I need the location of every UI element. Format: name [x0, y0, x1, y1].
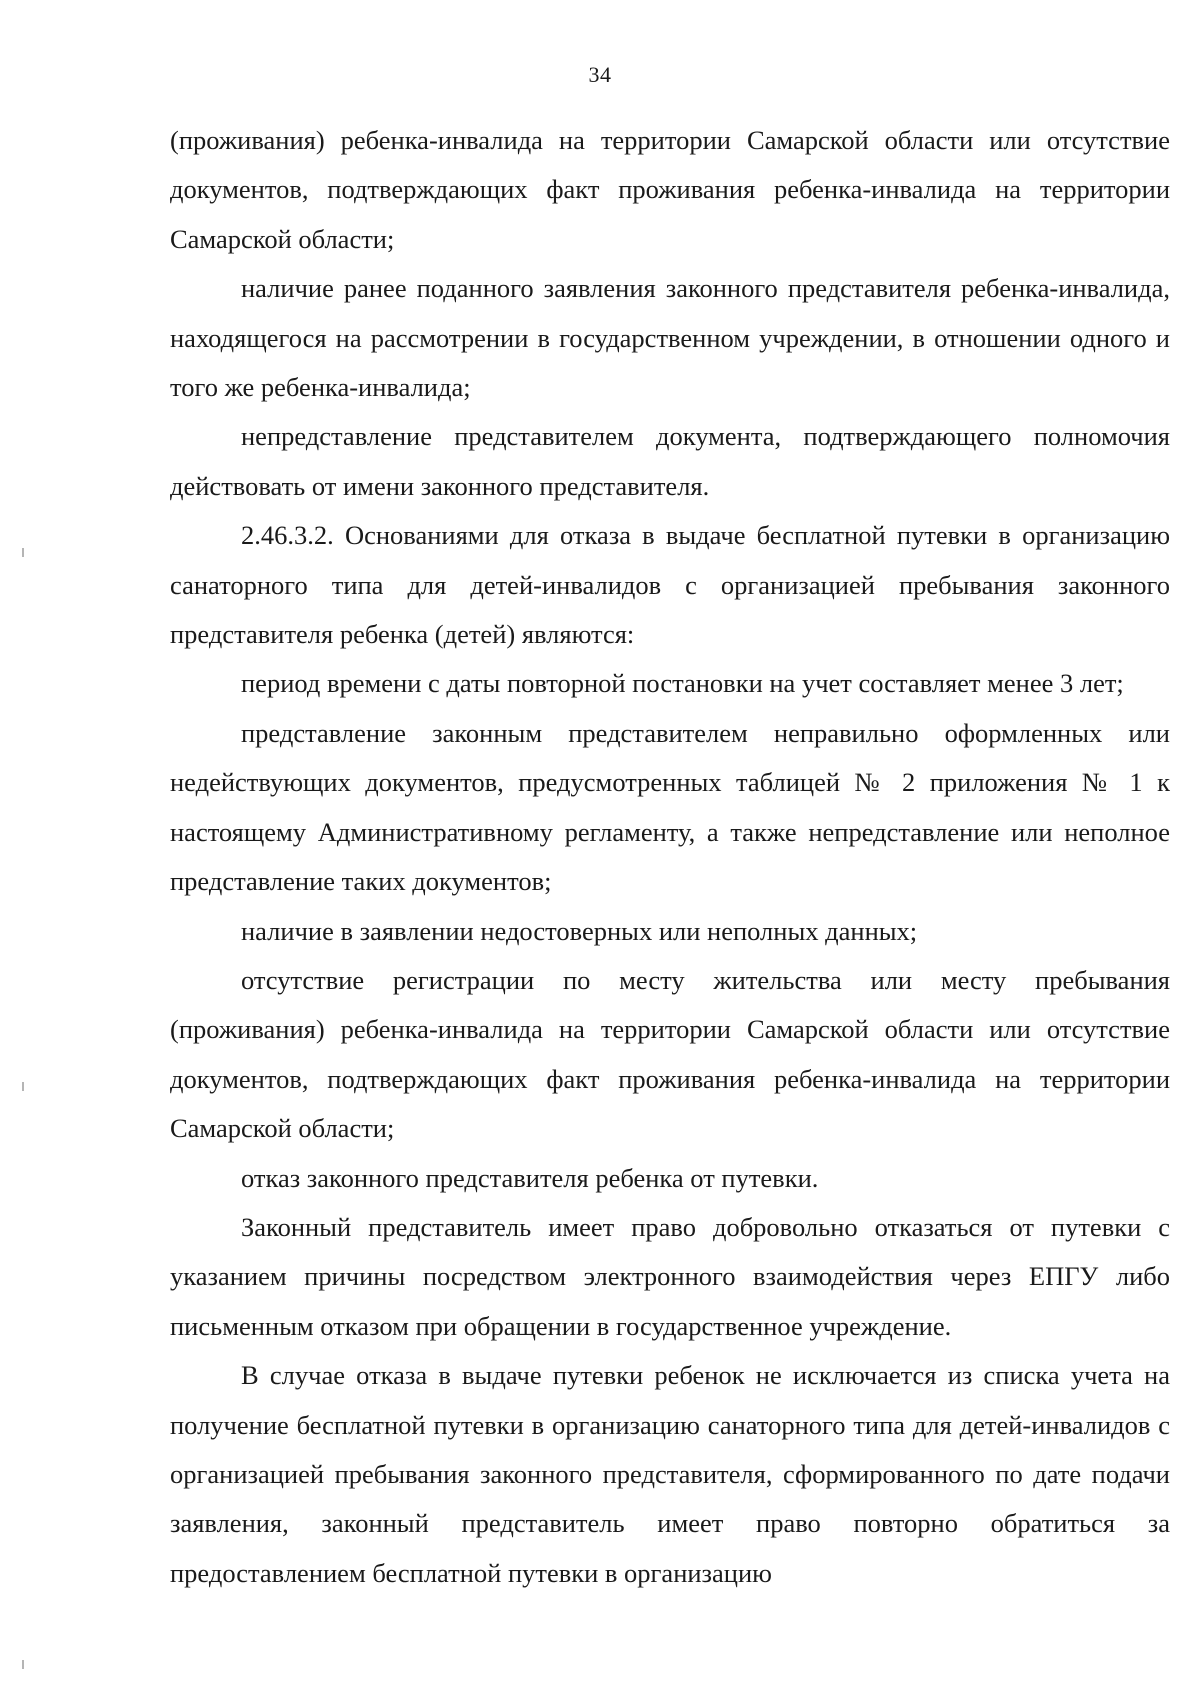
paragraph: представление законным представителем неправильно оформленных или недействующих документов, предусмотренных таблицей № 2 приложения № 1 к настоящему Административному регламенту, а также непредставление или неполное представление таких документов; — [170, 717, 1170, 897]
paragraph: В случае отказа в выдаче путевки ребенок не исключается из списка учета на получение бесплатной путевки в организацию санаторного типа для детей-инвалидов с организацией пребывания законного представителя, сформированного по дате подачи заявления, законный представитель имеет право повторно обратиться за предоставлением бесплатной путевки в организацию — [170, 1360, 1170, 1588]
paragraph: непредставление представителем документа, подтверждающего полномочия действовать от имени законного представителя. — [170, 421, 1170, 501]
scan-margin-mark — [22, 548, 24, 557]
paragraph: отказ законного представителя ребенка от путевки. — [241, 1162, 819, 1193]
paragraph: отсутствие регистрации по месту жительства или месту пребывания (проживания) ребенка-инвалида на территории Самарской области или отсутствие документов, подтверждающих факт проживания ребенка-инвалида на территории Самарской области; — [170, 964, 1170, 1144]
paragraph: (проживания) ребенка-инвалида на территории Самарской области или отсутствие документов, подтверждающих факт проживания ребенка-инвалида на территории Самарской области; — [170, 125, 1170, 254]
scan-margin-mark — [22, 1660, 24, 1669]
paragraph: Законный представитель имеет право добровольно отказаться от путевки с указанием причины посредством электронного взаимодействия через ЕПГУ либо письменным отказом при обращении в государственное учреждение. — [170, 1211, 1170, 1341]
paragraph: период времени с даты повторной постановки на учет составляет менее 3 лет; — [241, 668, 1124, 699]
document-body — [170, 116, 1170, 1598]
scan-margin-mark — [22, 1082, 24, 1091]
page-number: 34 — [588, 62, 612, 87]
paragraph: наличие ранее поданного заявления законного представителя ребенка-инвалида, находящегося на рассмотрении в государственном учреждении, в отношении одного и того же ребенка-инвалида; — [170, 273, 1170, 403]
paragraph: 2.46.3.2. Основаниями для отказа в выдаче бесплатной путевки в организацию санаторного типа для детей-инвалидов с организацией пребывания законного представителя ребенка (детей) являются: — [170, 520, 1170, 650]
paragraph: наличие в заявлении недостоверных или неполных данных; — [241, 915, 918, 946]
